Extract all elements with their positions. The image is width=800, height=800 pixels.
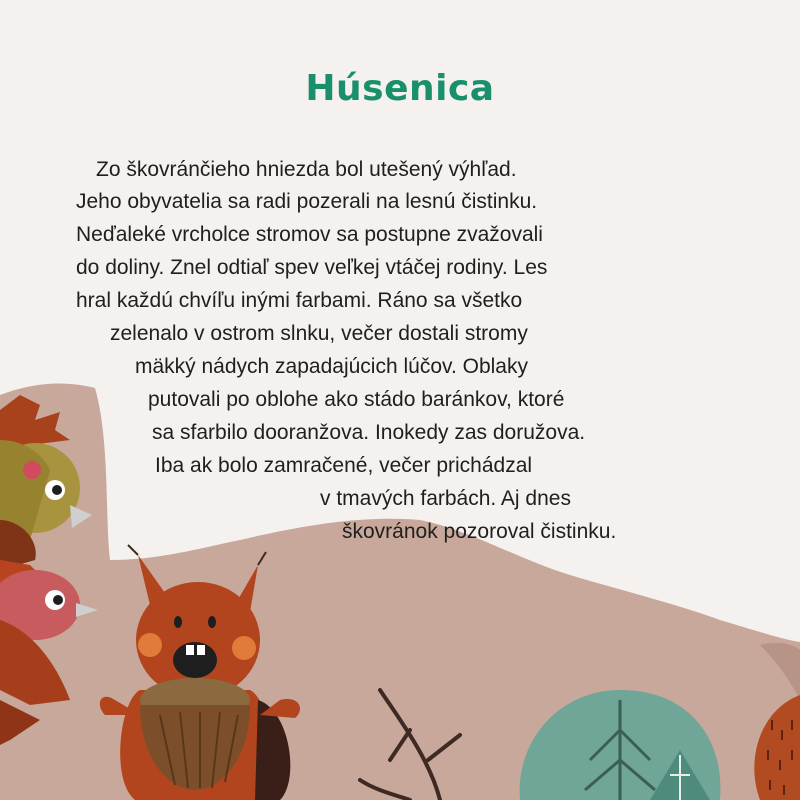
story-title: Húsenica — [305, 68, 495, 109]
story-line: škovránok pozoroval čistinku. — [342, 520, 617, 543]
story-line: Zo škovránčieho hniezda bol utešený výhľad. — [96, 158, 517, 181]
story-line: Jeho obyvatelia sa radi pozerali na lesnú čistinku. — [76, 190, 538, 213]
story-line: do doliny. Znel odtiaľ spev veľkej vtáčej rodiny. Les — [76, 256, 548, 279]
story-line: putovali po oblohe ako stádo baránkov, ktoré — [148, 388, 565, 411]
story-line: Iba ak bolo zamračené, večer prichádzal — [155, 454, 533, 477]
story-line: hral každú chvíľu inými farbami. Ráno sa všetko — [76, 289, 523, 312]
story-line: v tmavých farbách. Aj dnes — [320, 487, 571, 510]
story-line: sa sfarbilo dooranžova. Inokedy zas doružova. — [152, 421, 586, 444]
story-line: Neďaleké vrcholce stromov sa postupne zvažovali — [76, 223, 543, 246]
story-line: zelenalo v ostrom slnku, večer dostali stromy — [110, 322, 528, 345]
story-line: mäkký nádych zapadajúcich lúčov. Oblaky — [135, 355, 528, 378]
